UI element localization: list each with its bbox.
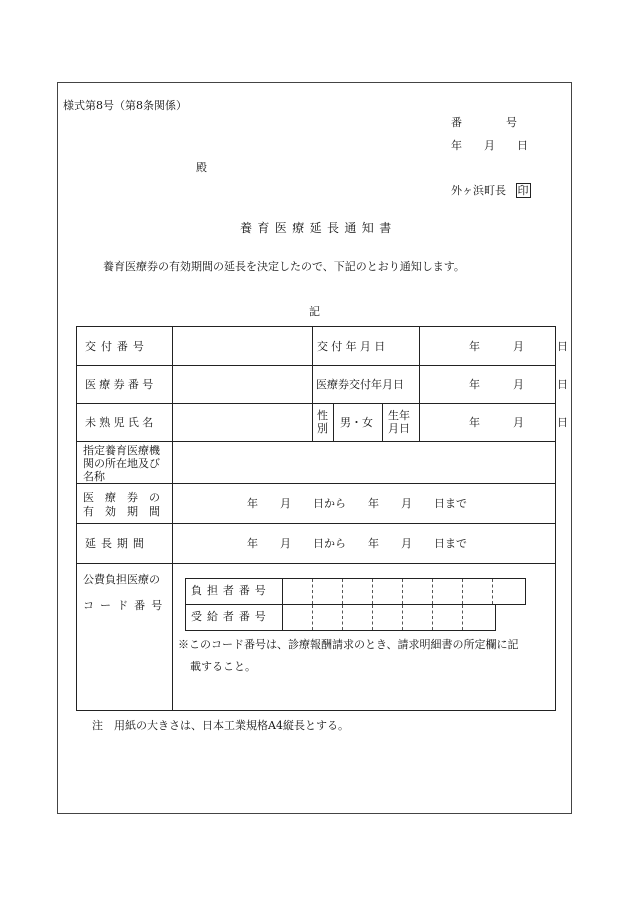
code-label-line-1: 公費負担医療の [83, 573, 160, 586]
addressee-suffix: 殿 [196, 161, 207, 174]
ticket-date-value: 年 月 日 [469, 378, 568, 391]
box-divider [282, 605, 283, 630]
digit-divider [372, 579, 373, 604]
row-divider [77, 403, 555, 404]
birth-date-value: 年 月 日 [469, 416, 568, 429]
child-name-label: 未熟児氏名 [85, 416, 157, 429]
col-divider [333, 403, 334, 441]
digit-divider [312, 579, 313, 604]
row-divider [77, 483, 555, 484]
code-note-line-2: 載すること。 [190, 660, 256, 673]
sex-label: 性別 [317, 409, 328, 435]
row-divider [77, 523, 555, 524]
col-divider [382, 403, 383, 441]
birth-label: 生年月日 [388, 409, 410, 435]
validity-value: 年 月 日から 年 月 日まで [247, 497, 467, 510]
row-divider [77, 563, 555, 564]
digit-divider [432, 579, 433, 604]
delivery-number-label: 交付番号 [85, 340, 149, 353]
col-divider [312, 327, 313, 441]
validity-label-line-1: 医 療 券 の [83, 491, 160, 504]
seal-mark: 印 [517, 184, 529, 197]
digit-divider [342, 579, 343, 604]
issuer [451, 182, 531, 198]
issuer-name: 外ヶ浜町長 [451, 184, 506, 197]
col-divider [172, 327, 173, 710]
ticket-date-label: 医療券交付年月日 [316, 378, 404, 391]
detail-table [76, 326, 568, 711]
digit-divider [372, 605, 373, 630]
digit-divider [492, 579, 493, 604]
payer-number-label: 負担者番号 [191, 584, 271, 597]
document-title: 養育医療延長通知書 [240, 221, 397, 235]
digit-divider [462, 605, 463, 630]
digit-divider [462, 579, 463, 604]
date-label: 年 月 日 [451, 139, 528, 152]
box-divider [282, 579, 283, 604]
digit-divider [432, 605, 433, 630]
form-label: 様式第8号（第8条関係） [63, 99, 187, 112]
intro-text: 養育医療券の有効期間の延長を決定したので、下記のとおり通知します。 [103, 260, 465, 273]
extension-label: 延長期間 [85, 537, 149, 550]
number-label: 番 号 [451, 116, 517, 129]
delivery-date-value: 年 月 日 [469, 340, 568, 353]
ticket-number-label: 医療券番号 [85, 378, 157, 391]
row-divider [77, 441, 555, 442]
footnote: 注 用紙の大きさは、日本工業規格A4縦長とする。 [92, 719, 349, 732]
institution-label: 指定養育医療機関の所在地及び名称 [83, 444, 160, 483]
delivery-date-label: 交付年月日 [317, 340, 389, 353]
ki-label: 記 [309, 305, 320, 318]
recipient-number-label: 受給者番号 [191, 610, 271, 623]
sex-value: 男・女 [340, 416, 373, 429]
extension-value: 年 月 日から 年 月 日まで [247, 537, 467, 550]
digit-divider [342, 605, 343, 630]
code-note-line-1: ※このコード番号は、診療報酬請求のとき、請求明細書の所定欄に記 [178, 638, 519, 651]
validity-label-line-2: 有 効 期 間 [83, 505, 160, 518]
digit-divider [312, 605, 313, 630]
row-divider [77, 365, 555, 366]
col-divider [419, 327, 420, 441]
code-label-line-2: コード番号 [83, 599, 169, 612]
digit-divider [402, 579, 403, 604]
digit-divider [402, 605, 403, 630]
